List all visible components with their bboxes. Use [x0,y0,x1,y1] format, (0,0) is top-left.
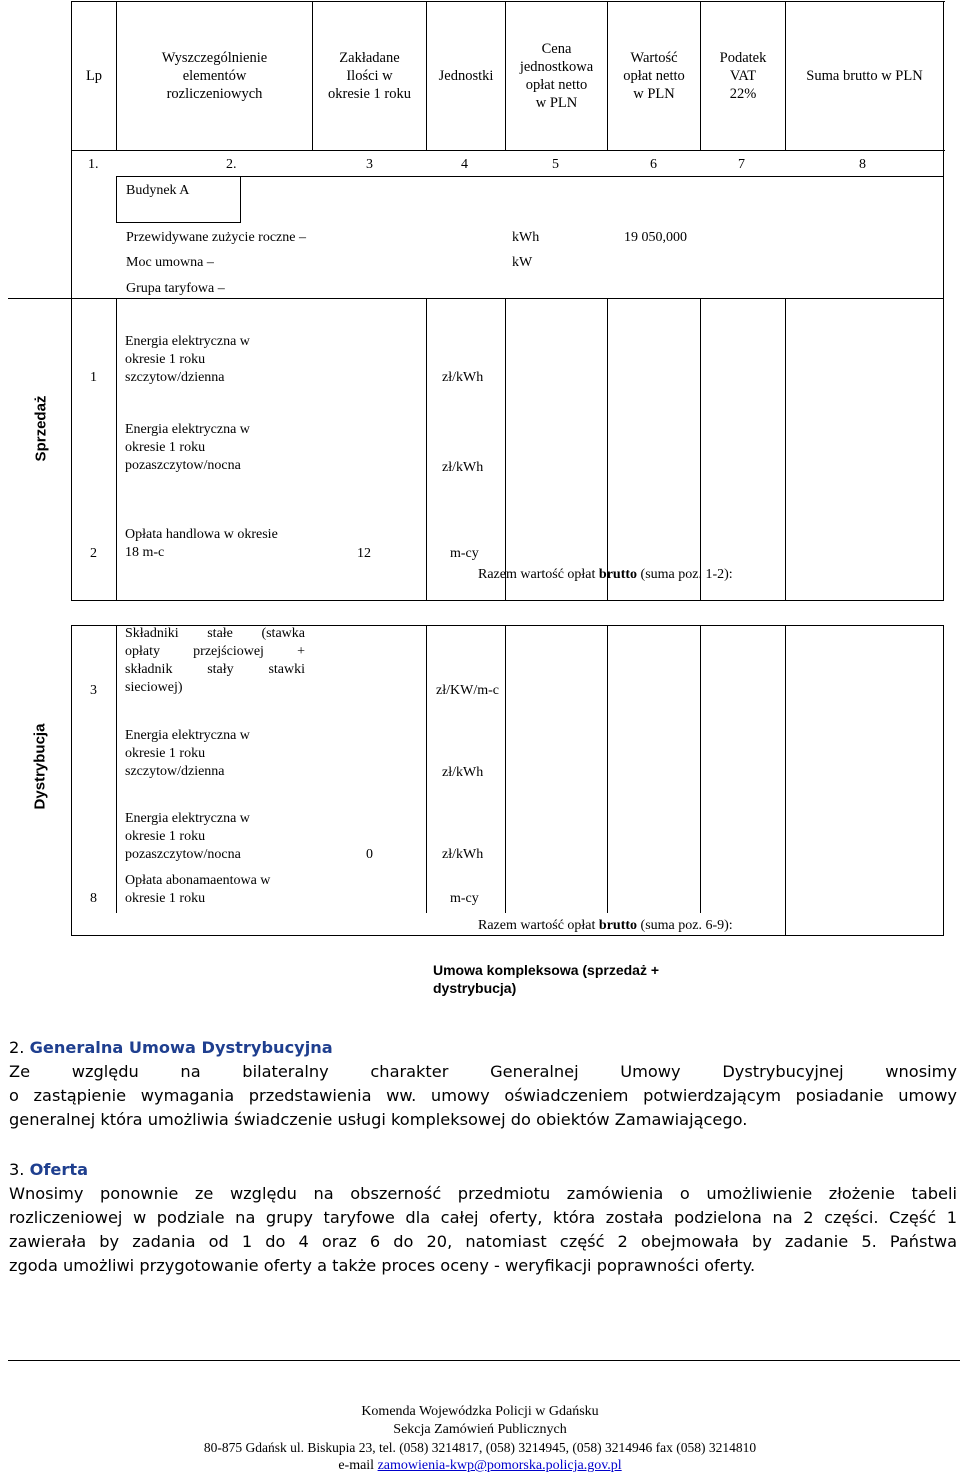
row-text: opłaty przejściowej + [125,644,305,659]
section-label-sales: Sprzedaż [32,395,50,462]
note-line: dystrybucja) [433,980,517,996]
row-text: pozaszczytow/nocna [125,458,241,473]
row-number: 1 [90,370,97,385]
row-number: 2 [90,546,97,561]
header-line: Podatek [719,50,767,66]
header-description [117,49,312,103]
header-net-value [608,49,700,103]
sales-day-energy [125,333,250,387]
paragraph-line: zgoda umożliwi przygotowanie oferty a także proces oceny - weryfikacji poprawności oferty. [9,1256,756,1275]
section-2 [9,1036,957,1132]
sales-total-label [478,566,733,584]
header-line: w PLN [633,86,675,102]
power-label: Moc umowna – [126,255,214,270]
email-link[interactable]: zamowienia-kwp@pomorska.policja.gov.pl [377,1458,622,1473]
footer-line-1: Komenda Wojewódzka Policji w Gdańsku [361,1404,599,1419]
total-suffix: (suma poz. 6-9): [637,918,733,933]
unit-label: m-cy [450,891,479,906]
section-3-heading [9,1158,957,1182]
power-unit: kW [512,255,533,270]
header-line: 22% [729,86,757,102]
col-number: 7 [738,157,745,172]
section-number: 2. [9,1038,25,1057]
total-bold: brutto [598,918,638,933]
row-text: szczytow/dzienna [125,370,225,385]
footer-line-2: Sekcja Zamówień Publicznych [393,1422,567,1437]
section-2-heading [9,1036,957,1060]
section-3 [9,1158,957,1278]
row-text: Opłata handlowa w okresie [125,527,278,542]
total-prefix: Razem wartość opłat [478,918,599,933]
total-bold: brutto [598,567,638,582]
header-quantity [313,49,426,103]
unit-label: zł/kWh [442,765,484,780]
row-text: Energia elektryczna w [125,334,250,349]
dist-subscription-fee [125,872,270,908]
dist-night-energy [125,810,250,864]
paragraph-line: Ze względu na bilateralny charakter Generalnej Umowy Dystrybucyjnej wnosimy [9,1062,957,1081]
total-suffix: (suma poz. 1-2): [637,567,733,582]
header-line: Wyszczególnienie [161,50,268,66]
header-unit: Jednostki [438,68,494,84]
header-line: opłat netto [525,77,588,93]
row-text: składnik stały stawki [125,662,305,677]
header-line: elementów [182,68,247,84]
row-text: Energia elektryczna w [125,422,250,437]
col-number: 1. [88,157,99,172]
unit-label: m-cy [450,546,479,561]
row-text: sieciowej) [125,680,183,695]
col-number: 8 [859,157,866,172]
quantity-value: 12 [357,546,371,561]
row-text: 18 m-c [125,545,165,560]
row-text: Składniki stałe (stawka [125,626,305,641]
total-prefix: Razem wartość opłat [478,567,599,582]
row-text: szczytow/dzienna [125,764,225,779]
footer-line-3: 80-875 Gdańsk ul. Biskupia 23, tel. (058) 3214817, (058) 3214945, (058) 3214946 fax (058) 3214810 [203,1440,757,1455]
row-text: okresie 1 roku [125,891,206,906]
row-text: pozaszczytow/nocna [125,847,241,862]
row-text: okresie 1 roku [125,829,206,844]
dist-day-energy [125,727,250,781]
col-number: 3 [366,157,373,172]
dist-fixed-components [125,625,305,697]
paragraph-line: Wnosimy ponownie ze względu na obszerność przedmiotu zamówienia o umożliwienie złożenie tabeli [9,1184,957,1203]
dist-total-label [478,917,733,935]
header-vat [701,49,785,103]
unit-label: zł/kWh [442,460,484,475]
row-text: okresie 1 roku [125,440,206,455]
header-line: Ilości w [346,68,393,84]
sales-trade-fee [125,526,278,562]
header-line: Cena [541,41,572,57]
paragraph-line: zawierała by zadania od 1 do 4 oraz 6 do 20, natomiast część 2 obejmowała by zadanie 5. Państwa [9,1232,957,1251]
col-number: 2. [226,157,237,172]
header-line: Wartość [630,50,678,66]
tariff-label: Grupa taryfowa – [126,281,225,296]
section-number: 3. [9,1160,25,1179]
header-line: VAT [729,68,757,84]
row-number: 3 [90,683,97,698]
section-title: Oferta [29,1160,89,1179]
complex-contract-note [433,961,659,997]
header-lp: Lp [85,68,103,84]
header-line: Zakładane [339,50,400,66]
row-text: okresie 1 roku [125,746,206,761]
paragraph-line: o zastąpienie wymagania przedstawienia ww. umowy oświadczeniem potwierdzającym posiadanie umowy [9,1086,957,1105]
col-number: 5 [552,157,559,172]
footer-email-line [0,1457,960,1475]
unit-label: zł/kWh [442,370,484,385]
header-line: w PLN [535,95,578,111]
header-line: jednostkowa [519,59,594,75]
quantity-value: 0 [366,847,373,862]
col-number: 6 [650,157,657,172]
paragraph-line: rozliczeniowej w podziale na grupy taryfowe dla całej oferty, która została podzielona na 2 części. Część 1 [9,1208,957,1227]
header-line: okresie 1 roku [328,86,411,102]
usage-label: Przewidywane zużycie roczne – [126,230,306,245]
email-label: e-mail [338,1458,378,1473]
col-number: 4 [461,157,468,172]
row-text: Opłata abonamaentowa w [125,873,271,888]
header-unit-price [506,40,607,112]
row-text: Energia elektryczna w [125,811,250,826]
section-title: Generalna Umowa Dystrybucyjna [29,1038,333,1057]
unit-label: zł/KW/m-c [436,683,499,698]
section-label-distribution: Dystrybucja [31,723,49,810]
header-gross-sum: Suma brutto w PLN [806,68,923,84]
row-number: 8 [90,891,97,906]
header-line: rozliczeniowych [166,86,263,102]
header-line: opłat netto [623,68,685,84]
sales-night-energy [125,421,250,475]
usage-value: 19 050,000 [624,230,687,245]
paragraph-line: generalnej która umożliwia świadczenie usługi kompleksowej do obiektów Zamawiającego. [9,1110,748,1129]
building-name: Budynek A [126,183,190,198]
row-text: okresie 1 roku [125,352,206,367]
note-line: Umowa kompleksowa (sprzedaż + [433,962,660,978]
unit-label: zł/kWh [442,847,484,862]
usage-unit: kWh [512,230,540,245]
row-text: Energia elektryczna w [125,728,250,743]
